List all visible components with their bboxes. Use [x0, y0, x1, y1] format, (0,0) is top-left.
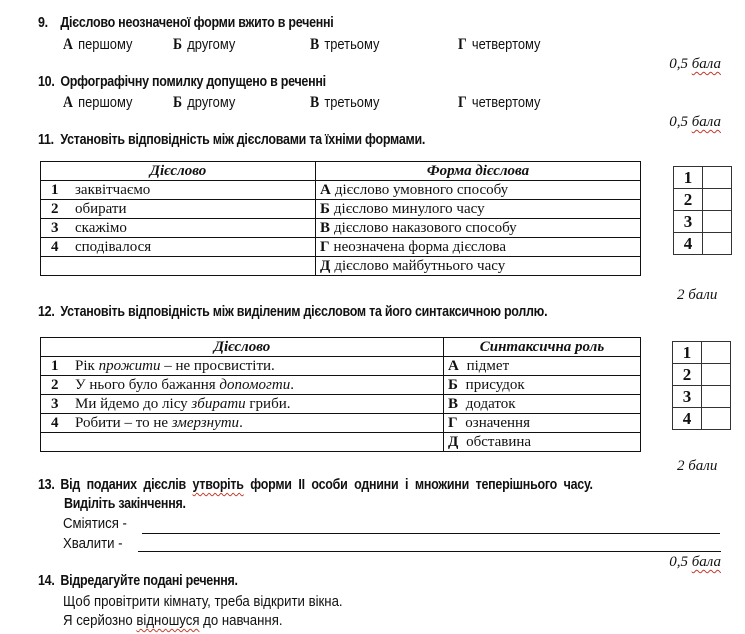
table-header: Дієслово [41, 338, 444, 357]
question-9-option-d[interactable]: Г четвертому [458, 36, 541, 53]
question-13-title: 13. Від поданих дієслів утворіть форми ІІ особи однини і множини теперішнього часу. [38, 477, 593, 493]
table-row: 3 Ми йдемо до лісу збирати гриби. В додаток [41, 395, 641, 414]
answer-cell[interactable] [703, 211, 732, 233]
question-10-option-a[interactable]: А першому [63, 94, 133, 111]
question-number: 10. [38, 74, 55, 90]
answer-cell[interactable] [702, 342, 731, 364]
table-row: Д дієслово майбутнього часу [41, 257, 641, 276]
answer-line-smiiatysia[interactable] [142, 533, 720, 534]
question-11-points: 2 бали [677, 287, 718, 303]
table-header: Синтаксична роль [444, 338, 641, 357]
table-row: Д обставина [41, 433, 641, 452]
answer-line-khvalyty[interactable] [138, 551, 721, 552]
question-number: 14. [38, 573, 55, 589]
sentence-1: Щоб провітрити кімнату, треба відкрити вікна. [63, 593, 343, 610]
answer-cell[interactable] [702, 386, 731, 408]
question-10-points: 0,5 бала [669, 114, 721, 130]
question-10-option-b[interactable]: Б другому [173, 94, 236, 111]
question-11-title: 11. Установіть відповідність між дієсловами та їхніми формами. [38, 132, 426, 148]
sentence-2: Я серйозно відношуся до навчання. [63, 612, 283, 629]
answer-cell[interactable] [702, 364, 731, 386]
table-header: Форма дієслова [316, 162, 641, 181]
question-number: 13. [38, 477, 55, 493]
question-14-title: 14. Відредагуйте подані речення. [38, 573, 238, 589]
question-11-answer-grid: 1 2 3 4 [673, 166, 732, 255]
answer-cell[interactable] [703, 167, 732, 189]
question-13-subtitle: Виділіть закінчення. [64, 496, 186, 512]
question-number: 11. [38, 132, 54, 148]
answer-cell[interactable] [703, 189, 732, 211]
question-10-option-c[interactable]: В третьому [310, 94, 380, 111]
question-9-option-b[interactable]: Б другому [173, 36, 236, 53]
table-row: 2 обирати Б дієслово минулого часу [41, 200, 641, 219]
table-row: 4 сподівалося Г неозначена форма дієслова [41, 238, 641, 257]
question-12-answer-grid: 1 2 3 4 [672, 341, 731, 430]
answer-cell[interactable] [702, 408, 731, 430]
question-9-points: 0,5 бала [669, 56, 721, 72]
question-12-points: 2 бали [677, 458, 718, 474]
question-10-option-d[interactable]: Г четвертому [458, 94, 541, 111]
question-number: 12. [38, 304, 55, 320]
table-row: 1 Рік прожити – не просвистіти. А підмет [41, 357, 641, 376]
question-12-match-table [40, 337, 641, 452]
question-9-option-a[interactable]: А першому [63, 36, 133, 53]
table-row: 3 скажімо В дієслово наказового способу [41, 219, 641, 238]
field-label: Хвалити - [63, 535, 123, 552]
answer-cell[interactable] [703, 233, 732, 255]
question-12-title: 12. Установіть відповідність між виділеним дієсловом та його синтаксичною роллю. [38, 304, 548, 320]
question-9-option-c[interactable]: В третьому [310, 36, 380, 53]
table-row: 2 У нього було бажання допомогти. Б присудок [41, 376, 641, 395]
field-label: Сміятися - [63, 515, 127, 532]
question-13-points: 0,5 бала [669, 554, 721, 570]
question-10-title: 10. Орфографічну помилку допущено в реченні [38, 74, 326, 90]
question-number: 9. [38, 15, 48, 31]
table-header: Дієслово [41, 162, 316, 181]
table-row: 1 заквітчаємо А дієслово умовного способу [41, 181, 641, 200]
question-11-match-table [40, 161, 641, 276]
table-row: 4 Робити – то не змерзнути. Г означення [41, 414, 641, 433]
question-9-title: 9. Дієслово неозначеної форми вжито в реченні [38, 15, 334, 31]
